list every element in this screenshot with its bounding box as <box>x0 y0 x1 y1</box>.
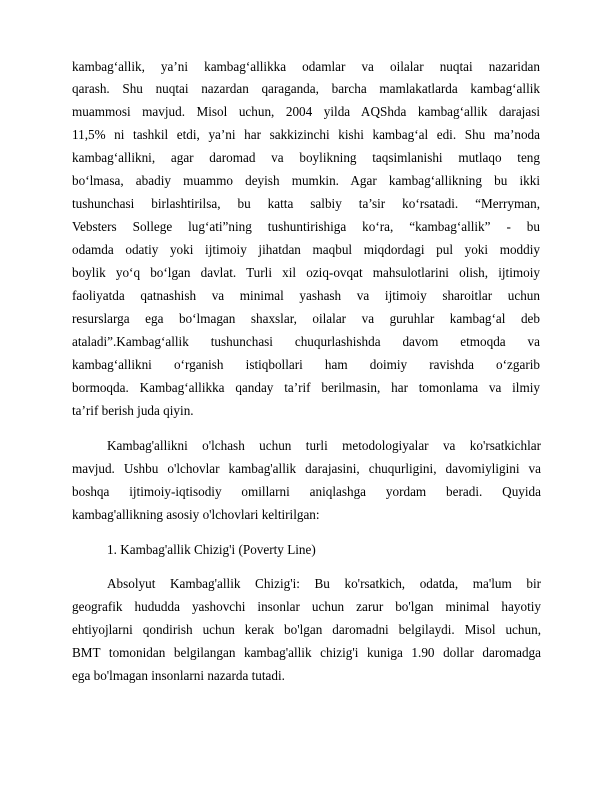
text-line: Vebsters Sollege lug‘ati”ning tushuntirishiga ko‘ra, “kambag‘allik” - bu <box>72 219 540 234</box>
text-line: kambag‘allikni o‘rganish istiqbollari ham doimiy ravishda o‘zgarib <box>72 357 540 372</box>
text-line: Absolyut Kambag'allik Chizig'i: Bu ko'rsatkich, odatda, ma'lum bir <box>107 576 541 591</box>
text-line: mavjud. Ushbu o'lchovlar kambag'allik darajasini, chuqurligini, davomiyligini va <box>72 461 541 476</box>
text-line: ataladi”.Kambag‘allik tushunchasi chuqurlashishda davom etmoqda va <box>72 334 540 349</box>
text-line: qarash. Shu nuqtai nazardan qaraganda, barcha mamlakatlarda kambag‘allik <box>72 81 540 96</box>
text-line: kambag‘allik, ya’ni kambag‘allikka odamlar va oilalar nuqtai nazaridan <box>72 59 540 74</box>
text-line: ega bo'lmagan insonlarni nazarda tutadi. <box>72 668 285 683</box>
text-line: resurslarga ega bo‘lmagan shaxslar, oilalar va guruhlar kambag‘al deb <box>72 311 540 326</box>
text-line: tushunchasi birlashtirilsa, bu katta salbiy ta’sir ko‘rsatadi. “Merryman, <box>72 196 540 211</box>
text-line: kambag‘allikni, agar daromad va boylikning taqsimlanishi mutlaqo teng <box>72 150 540 165</box>
text-line: BMT tomonidan belgilangan kambag'allik chizig'i kuniga 1.90 dollar daromadga <box>72 645 541 660</box>
text-line: bormoqda. Kambag‘allikka qanday ta’rif berilmasin, har tomonlama va ilmiy <box>72 380 540 395</box>
heading-text: 1. Kambag'allik Chizig'i (Poverty Line) <box>107 542 316 557</box>
text-line: kambag'allikning asosiy o'lchovlari keltirilgan: <box>72 507 320 522</box>
text-line: bo‘lmasa, abadiy muammo deyish mumkin. Agar kambag‘allikning bu ikki <box>72 173 540 188</box>
text-line: boshqa ijtimoiy-iqtisodiy omillarni aniqlashga yordam beradi. Quyida <box>72 484 541 499</box>
text-line: boylik yo‘q bo‘lgan davlat. Turli xil oziq-ovqat mahsulotlarini olish, ijtimoiy <box>72 265 540 280</box>
text-line: faoliyatda qatnashish va minimal yashash va ijtimoiy sharoitlar uchun <box>72 288 540 303</box>
text-line: geografik hududda yashovchi insonlar uchun zarur bo'lgan minimal hayotiy <box>72 599 541 614</box>
text-line: ta’rif berish juda qiyin. <box>72 403 194 418</box>
text-line: 11,5% ni tashkil etdi, ya’ni har sakkizinchi kishi kambag‘al edi. Shu ma’noda <box>72 127 540 142</box>
text-line: muammosi mavjud. Misol uchun, 2004 yilda AQShda kambag‘allik darajasi <box>72 104 540 119</box>
text-line: Kambag'allikni o'lchash uchun turli metodologiyalar va ko'rsatkichlar <box>107 438 541 453</box>
text-line: ehtiyojlarni qondirish uchun kerak bo'lgan daromadni belgilaydi. Misol uchun, <box>72 622 541 637</box>
text-line: odamda odatiy yoki ijtimoiy jihatdan maqbul miqdordagi pul yoki moddiy <box>72 242 540 257</box>
